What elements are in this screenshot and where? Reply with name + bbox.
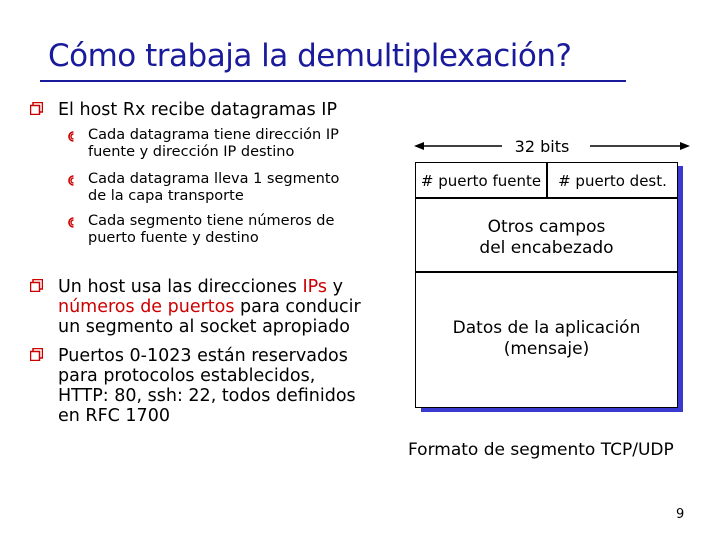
bullet-line: un segmento al socket apropiado [58, 317, 350, 337]
bullet-line: para protocolos establecidos, [58, 366, 316, 386]
sub-bullet-marker-icon [68, 130, 79, 141]
sub-bullet-datagram-addresses [88, 127, 339, 161]
slide-title: Cómo trabaja la demultiplexación? [48, 38, 572, 74]
header-fields-label [415, 217, 678, 259]
bullet-line: HTTP: 80, ssh: 22, todos definidos [58, 386, 356, 406]
dest-port-label: # puerto dest. [558, 172, 667, 190]
app-data-label [415, 318, 678, 360]
bullet-line: Puertos 0-1023 están reservados [58, 346, 348, 366]
width-label: 32 bits [514, 137, 570, 156]
text-segment: y [327, 277, 343, 297]
bullet-marker-icon [30, 348, 43, 361]
sub-bullet-line: puerto fuente y destino [88, 230, 259, 246]
width-arrow [414, 136, 690, 156]
highlight-port-numbers: números de puertos [58, 297, 235, 317]
text-segment: Un host usa las direcciones [58, 277, 303, 297]
bullet-reserved-ports [58, 346, 356, 426]
sub-bullet-line: Cada segmento tiene números de [88, 213, 335, 229]
sub-bullet-line: Cada datagrama lleva 1 segmento [88, 171, 340, 187]
bullet-marker-icon [30, 102, 43, 115]
sub-bullet-marker-icon [68, 216, 79, 227]
source-port-label: # puerto fuente [420, 172, 542, 190]
bullet-line: en RFC 1700 [58, 406, 170, 426]
app-data-line: Datos de la aplicación [452, 318, 641, 338]
app-data-line: (mensaje) [503, 339, 590, 359]
highlight-ips: IPs [302, 277, 327, 297]
sub-bullet-segment-ports [88, 213, 334, 247]
sub-bullet-line: de la capa transporte [88, 188, 244, 204]
title-underline [40, 80, 626, 82]
bullet-text: El host Rx recibe datagramas IP [58, 100, 338, 120]
bullet-line [58, 297, 361, 317]
sub-bullet-marker-icon [68, 174, 79, 185]
sub-bullet-line: Cada datagrama tiene dirección IP [88, 127, 339, 143]
header-fields-line: del encabezado [479, 238, 614, 258]
header-fields-line: Otros campos [487, 217, 606, 237]
bullet-host-receives [58, 100, 337, 120]
page-number: 9 [676, 507, 685, 522]
bullet-host-uses-addresses [58, 277, 361, 337]
sub-bullet-line: fuente y dirección IP destino [88, 144, 295, 160]
sub-bullet-datagram-segment [88, 171, 339, 205]
diagram-caption: Formato de segmento TCP/UDP [408, 440, 674, 460]
text-segment: para conducir [234, 297, 361, 317]
double-arrow-icon [414, 136, 690, 156]
bullet-marker-icon [30, 279, 43, 292]
bullet-line [58, 277, 361, 297]
